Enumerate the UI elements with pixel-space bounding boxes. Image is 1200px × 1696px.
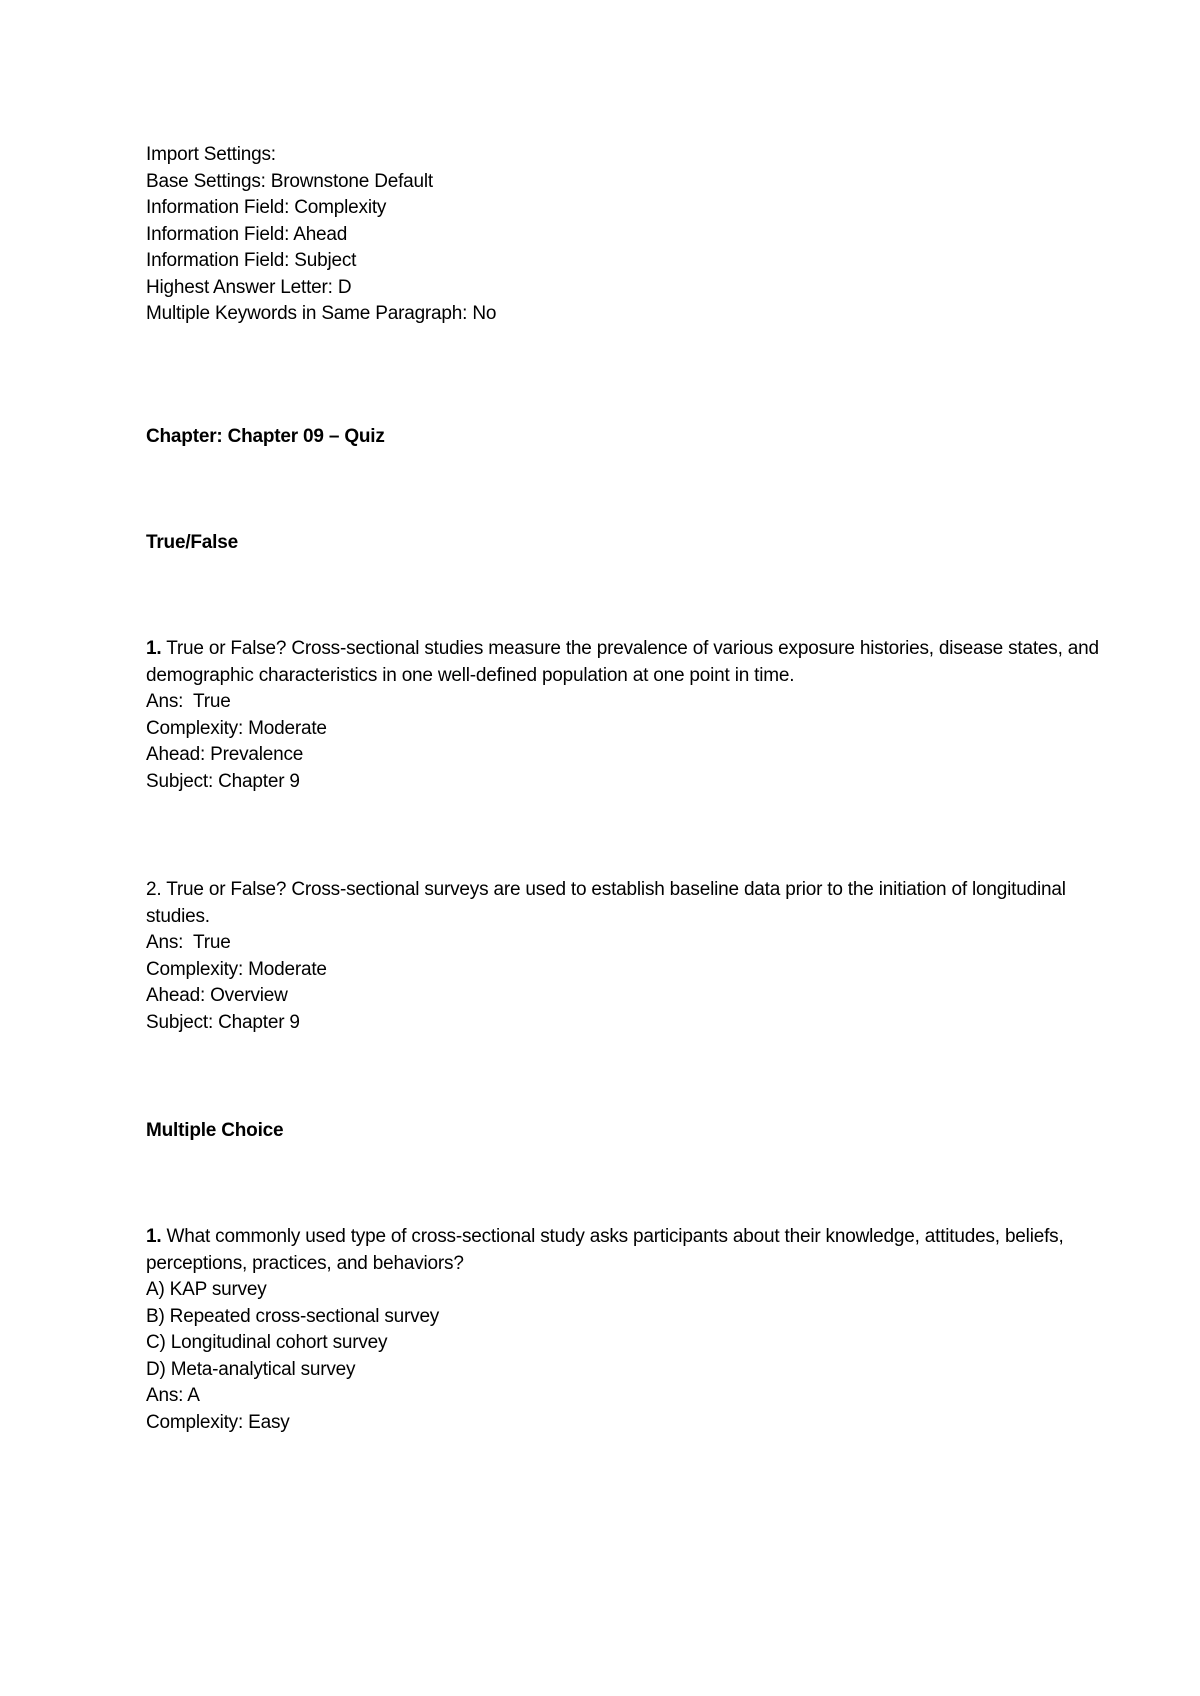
settings-line: Multiple Keywords in Same Paragraph: No xyxy=(146,303,497,324)
answer: Ans: True xyxy=(146,691,231,712)
settings-line: Information Field: Complexity xyxy=(146,197,387,218)
answer-option: C) Longitudinal cohort survey xyxy=(146,1332,388,1353)
question-number: 1. xyxy=(146,638,162,659)
chapter-title: Chapter: Chapter 09 – Quiz xyxy=(146,426,385,447)
true-false-heading: True/False xyxy=(146,532,238,553)
question-text: What commonly used type of cross-sectional study asks participants about their knowledge, attitudes, beliefs, perceptions, practices, and behaviors? xyxy=(146,1226,1064,1274)
settings-line: Highest Answer Letter: D xyxy=(146,276,352,298)
answer: Ans: A xyxy=(146,1385,200,1406)
import-settings xyxy=(146,142,1106,328)
complexity: Complexity: Moderate xyxy=(146,958,327,980)
true-false-question xyxy=(146,636,1106,795)
question-text-line xyxy=(146,1224,1106,1277)
answer-option: A) KAP survey xyxy=(146,1279,267,1300)
settings-line: Import Settings: xyxy=(146,144,276,165)
question-text: True or False? Cross-sectional surveys are used to establish baseline data prior to the initiation of longitudinal studies. xyxy=(146,879,1066,927)
answer: Ans: True xyxy=(146,932,231,953)
question-text-line xyxy=(146,877,1106,930)
subject: Subject: Chapter 9 xyxy=(146,1011,300,1033)
question-text: True or False? Cross-sectional studies measure the prevalence of various exposure histories, disease states, and demographic characteristics in one well-defined population at one point in time. xyxy=(146,638,1099,686)
settings-line: Information Field: Subject xyxy=(146,250,357,271)
question-number: 1. xyxy=(146,1226,162,1247)
settings-line: Information Field: Ahead xyxy=(146,223,348,245)
ahead: Ahead: Prevalence xyxy=(146,744,304,765)
answer-option: B) Repeated cross-sectional survey xyxy=(146,1305,440,1327)
complexity: Complexity: Moderate xyxy=(146,717,327,739)
multiple-choice-heading: Multiple Choice xyxy=(146,1120,284,1141)
question-text-line xyxy=(146,636,1106,689)
ahead: Ahead: Overview xyxy=(146,985,288,1006)
complexity: Complexity: Easy xyxy=(146,1411,290,1433)
multiple-choice-question xyxy=(146,1224,1106,1436)
subject: Subject: Chapter 9 xyxy=(146,770,300,792)
question-number: 2. xyxy=(146,879,162,900)
answer-option: D) Meta-analytical survey xyxy=(146,1358,356,1380)
true-false-question xyxy=(146,877,1106,1036)
settings-line: Base Settings: Brownstone Default xyxy=(146,170,434,192)
